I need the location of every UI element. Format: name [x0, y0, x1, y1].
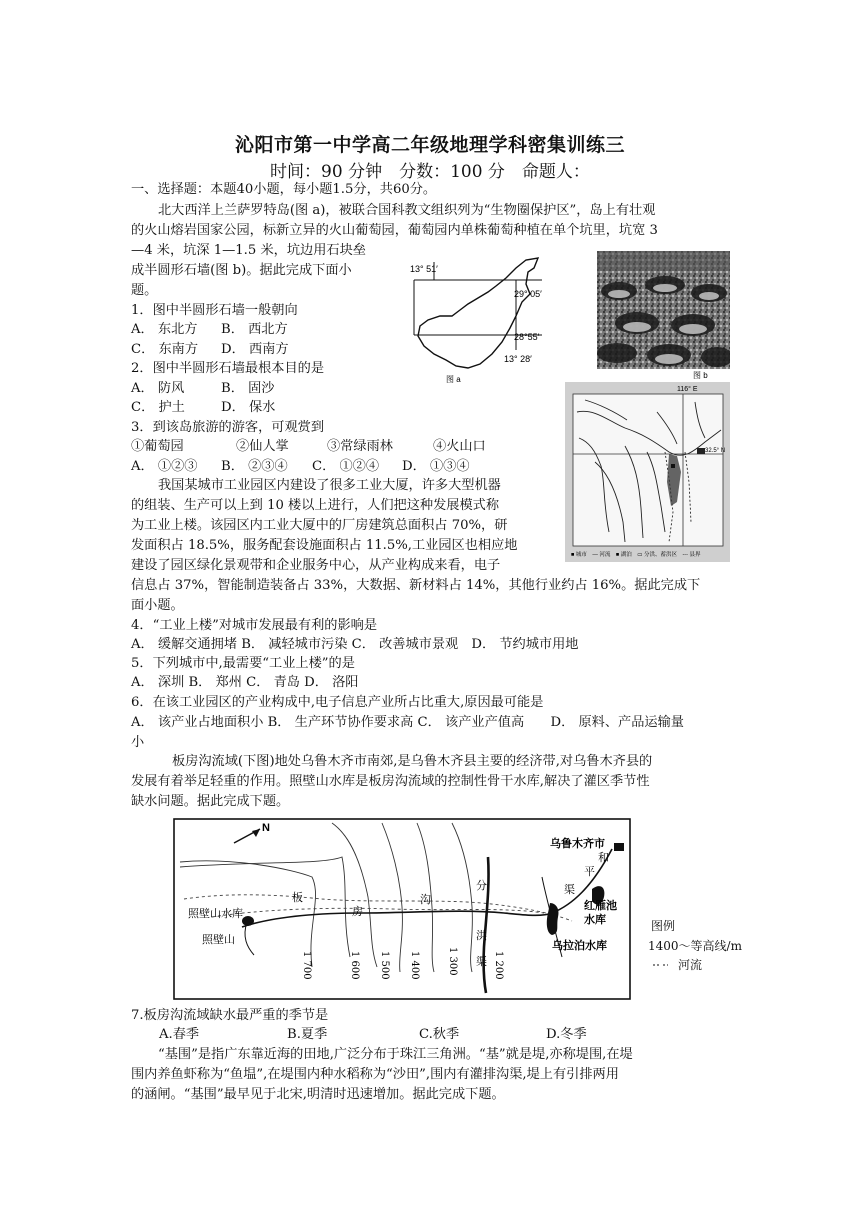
q5-options[interactable]: A． 深圳 B． 郑州 C． 青岛 D． 洛阳 — [131, 675, 359, 690]
passage3-line: 缺水问题。据此完成下题。 — [131, 794, 290, 809]
contour-1600: 1 600 — [349, 951, 360, 980]
q7-option-b[interactable]: B.夏季 — [287, 1027, 328, 1042]
basin-char-6: 渠 — [476, 955, 487, 968]
q2-option-c[interactable]: C． 护土 — [131, 400, 185, 415]
q2-option-b[interactable]: B． 固沙 — [221, 381, 275, 396]
label-zhaobishan: 照壁山 — [202, 933, 235, 946]
q3-option-c[interactable]: C． ①②④ — [312, 459, 380, 474]
label-ulabo: 乌拉泊水库 — [552, 939, 607, 952]
legend-river: 河流 — [678, 958, 703, 972]
passage1-line: 成半圆形石墙(图 b)。据此完成下面小 — [131, 263, 352, 278]
contour-1300: 1 300 — [447, 947, 458, 976]
passage1-line: 北大西洋上兰萨罗特岛(图 a)，被联合国科教文组织列为“生物圈保护区”，岛上有壮观 — [158, 203, 656, 218]
passage2-line: 的组装、生产可以上到 10 楼以上进行，人们把这种发展模式称 — [131, 498, 500, 513]
question-6: 6．在该工业园区的产业构成中,电子信息产业所占比重大,原因最可能是 — [131, 695, 544, 710]
q3-option-d[interactable]: D． ①③④ — [402, 459, 470, 474]
canal-char-3: 渠 — [564, 883, 575, 896]
passage3-line: 板房沟流域(下图)地处乌鲁木齐市南郊,是乌鲁木齐县主要的经济带,对乌鲁木齐县的 — [172, 754, 653, 769]
label-hongyanchi-1: 红雁池 — [584, 899, 617, 912]
basin-char-1: 板 — [292, 891, 303, 904]
q6-options[interactable]: A． 该产业占地面积小 B． 生产环节协作要求高 C． 该产业产值高 D． 原料、产品运输量 — [131, 715, 684, 730]
q7-option-d[interactable]: D.冬季 — [546, 1027, 587, 1042]
q1-option-c[interactable]: C． 东南方 — [131, 342, 199, 357]
urumqi-city-mark — [614, 843, 624, 851]
label-zhaobishan-reservoir: 照壁山水库 — [188, 907, 243, 920]
basin-char-2: 房 — [352, 905, 363, 918]
passage1-line: 的火山熔岩国家公园，标新立异的火山葡萄园，葡萄园内单株葡萄种植在单个坑里，坑宽 3 — [131, 223, 658, 238]
fig-c-lon: 116° E — [677, 386, 698, 393]
q3-item-3: ③常绿雨林 — [327, 439, 393, 454]
exam-meta: 时间：90 分钟 分数：100 分 命题人： — [270, 162, 590, 182]
fig-c-lat: 32.5° N — [705, 448, 726, 454]
contour-1700: 1 700 — [301, 951, 312, 980]
q1-option-a[interactable]: A． 东北方 — [131, 322, 198, 337]
question-1: 1．图中半圆形石墙一般朝向 — [131, 303, 298, 318]
page-title: 沁阳市第一中学高二年级地理学科密集训练三 — [234, 134, 625, 156]
passage4-line: “基围”是指广东靠近海的田地,广泛分布于珠江三角洲。“基”就是堤,亦称堤围,在堤 — [158, 1047, 633, 1062]
q1-option-d[interactable]: D． 西南方 — [221, 342, 289, 357]
section-heading: 一、选择题：本题40小题，每小题1.5分，共60分。 — [131, 182, 437, 197]
passage2-line: 我国某城市工业园区内建设了很多工业大厦，许多大型机器 — [158, 478, 501, 493]
passage2-line: 为工业上楼。该园区内工业大厦中的厂房建筑总面积占 70%，研 — [131, 518, 508, 533]
q3-option-a[interactable]: A． ①②③ — [131, 459, 198, 474]
north-label: N — [262, 822, 270, 834]
basin-char-4: 分 — [476, 879, 487, 892]
legend-river-icon — [652, 960, 676, 970]
q2-option-d[interactable]: D． 保水 — [221, 400, 276, 415]
legend-title: 图例 — [651, 919, 676, 933]
passage3-line: 发展有着举足轻重的作用。照壁山水库是板房沟流域的控制性骨干水库,解决了灌区季节性 — [131, 774, 650, 789]
q6-options-cont: 小 — [131, 735, 145, 750]
q3-item-4: ④火山口 — [433, 439, 486, 454]
zhaobishan-reservoir-shape — [242, 916, 254, 926]
passage4-line: 围内养鱼虾称为“鱼塭”,在堤围内种水稻称为“沙田”,围内有灌排沟渠,堤上有引排两用 — [131, 1067, 619, 1082]
passage2-line: 信息占 37%，智能制造装备占 33%，大数据、新材料占 14%，其他行业约占 16%。据此完成下 — [131, 578, 701, 593]
question-2: 2．图中半圆形石墙最根本目的是 — [131, 361, 325, 376]
q4-options[interactable]: A． 缓解交通拥堵 B． 减轻城市污染 C． 改善城市景观 D． 节约城市用地 — [131, 637, 579, 652]
figure-c-river-map — [565, 382, 730, 562]
fig-a-lat2: 28°55′ — [514, 332, 540, 342]
q7-option-a[interactable]: A.春季 — [159, 1027, 200, 1042]
figure-a-island-map — [406, 250, 546, 388]
label-hongyanchi-2: 水库 — [584, 913, 606, 926]
question-3: 3．到该岛旅游的游客，可观赏到 — [131, 420, 325, 435]
question-7: 7.板房沟流域缺水最严重的季节是 — [131, 1008, 329, 1023]
fig-a-caption: 图 a — [446, 375, 461, 384]
passage1-line: —4 米，坑深 1—1.5 米，坑边用石块垒 — [131, 243, 366, 258]
question-5: 5．下列城市中,最需要“工业上楼”的是 — [131, 656, 355, 671]
q1-option-b[interactable]: B． 西北方 — [221, 322, 288, 337]
contour-1500: 1 500 — [379, 951, 390, 980]
question-4: 4．“工业上楼”对城市发展最有利的影响是 — [131, 618, 378, 633]
label-urumqi: 乌鲁木齐市 — [550, 837, 605, 850]
passage4-line: 的涵闸。“基围”最早见于北宋,明清时迅速增加。据此完成下题。 — [131, 1087, 505, 1102]
fig-a-lat1: 29° 05′ — [514, 289, 542, 299]
figure-b-photo — [597, 251, 730, 379]
passage1-line: 题。 — [131, 283, 158, 298]
legend-contour: 1400～等高线/m — [648, 939, 742, 953]
basin-char-3: 沟 — [420, 893, 431, 906]
passage2-line: 发面积占 18.5%，服务配套设施面积占 11.5%,工业园区也相应地 — [131, 538, 518, 553]
q3-item-2: ②仙人掌 — [236, 439, 289, 454]
basin-map — [172, 817, 632, 1001]
passage2-line: 建设了园区绿化景观带和企业服务中心，从产业构成来看，电子 — [131, 558, 501, 573]
fig-a-lon1: 13° 51′ — [410, 264, 438, 274]
fig-b-caption: 图 b — [693, 371, 708, 379]
fig-a-lon2: 13° 28′ — [504, 354, 532, 364]
basin-char-5: 洪 — [476, 929, 487, 942]
q3-item-1: ①葡萄园 — [131, 439, 184, 454]
contour-1200: 1 200 — [493, 951, 504, 980]
q2-option-a[interactable]: A． 防风 — [131, 381, 185, 396]
fig-c-legend: ■ 城市 — 河流 ■ 湖泊 ▭ 分洪、蓄洪区 --- 县界 — [571, 552, 701, 558]
q3-option-b[interactable]: B． ②③④ — [221, 459, 288, 474]
contour-1400: 1 400 — [409, 951, 420, 980]
passage2-line: 面小题。 — [131, 598, 184, 613]
q7-option-c[interactable]: C.秋季 — [419, 1027, 460, 1042]
canal-char-1: 和 — [598, 851, 609, 864]
canal-char-2: 平 — [584, 865, 595, 878]
